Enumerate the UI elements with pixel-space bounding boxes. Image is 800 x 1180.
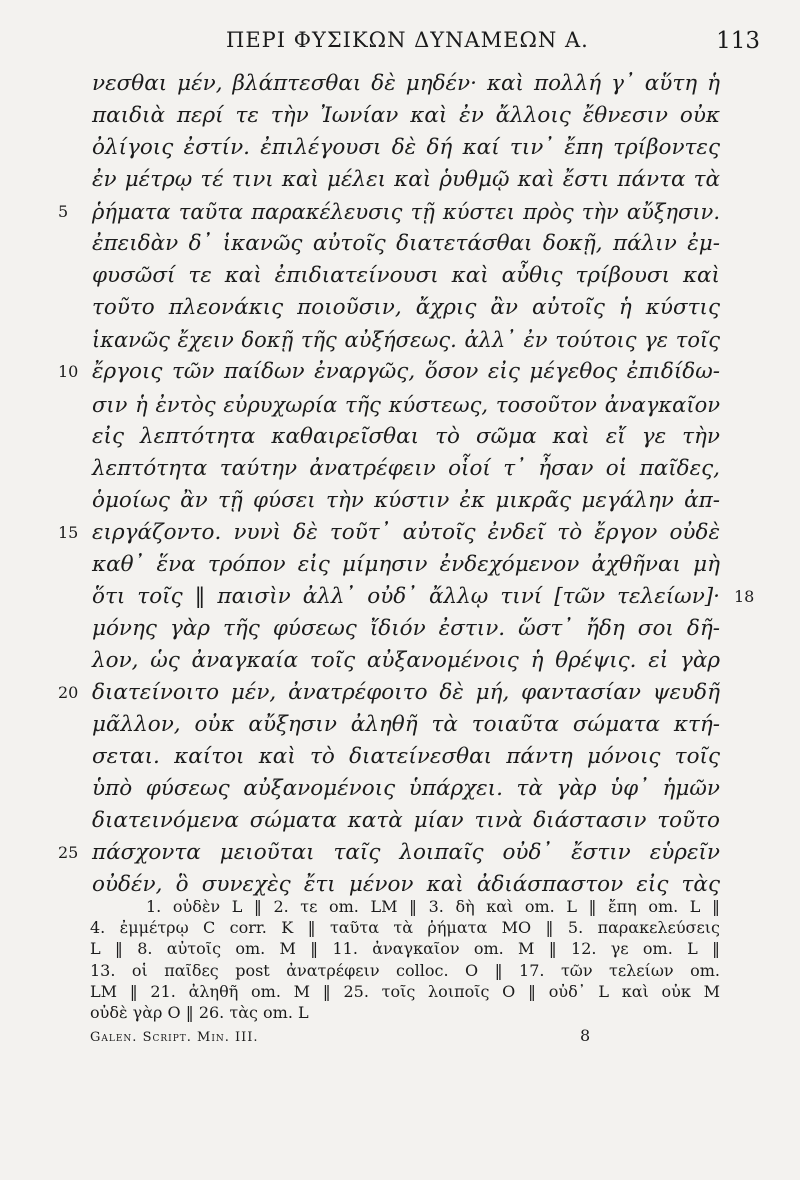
footnote-line: L ‖ 8. αὐτοῖς om. M ‖ 11. ἀναγκαῖον om. M ‖ 12. γε om. L ‖ <box>90 939 720 959</box>
footnote-line: 1. οὐδὲν L ‖ 2. τε om. LM ‖ 3. δὴ καὶ om. L ‖ ἔπη om. L ‖ <box>146 897 720 916</box>
line-text: μόνης γὰρ τῆς φύσεως ἴδιόν ἐστιν. ὥστ᾽ ἤδη σοι δῆ- <box>92 615 720 641</box>
line-text: διατείνοιτο μέν, ἀνατρέφοιτο δὲ μή, φαντασίαν ψευδῆ <box>92 679 720 705</box>
text-line <box>0 354 800 390</box>
running-title: ΠΕΡΙ ΦΥΣΙΚΩΝ ΔΥΝΑΜΕΩΝ Α. <box>226 28 589 52</box>
text-line <box>0 226 800 262</box>
text-line <box>0 194 800 230</box>
text-line <box>0 739 800 775</box>
line-text: μᾶλλον, οὐκ αὔξησιν ἀληθῆ τὰ τοιαῦτα σώματα κτή- <box>92 712 720 737</box>
line-text: πάσχοντα μειοῦται ταῖς λοιπαῖς οὐδ᾽ ἔστιν εὑρεῖν <box>92 840 720 866</box>
text-line <box>0 322 800 358</box>
footnote-line: 13. οἱ παῖδες post ἀνατρέφειν colloc. O ‖ 17. τῶν τελείων om. <box>90 960 720 980</box>
line-text: τοῦτο πλεονάκις ποιοῦσιν, ἄχρις ἂν αὐτοῖς ἡ κύστις <box>92 295 720 321</box>
text-line <box>0 451 800 487</box>
sheet-number: 8 <box>580 1026 591 1045</box>
line-number: 15 <box>58 522 79 542</box>
footnote-line: οὐδὲ γὰρ O ‖ 26. τὰς om. L <box>90 1003 309 1022</box>
line-text: νεσθαι μέν, βλάπτεσθαι δὲ μηδέν· καὶ πολλή γ᾽ αὕτη ἡ <box>92 71 720 96</box>
line-text: καθ᾽ ἕνα τρόπον εἰς μίμησιν ἐνδεχόμενον ἀχθῆναι μὴ <box>92 551 720 577</box>
text-line <box>0 419 800 455</box>
text-line <box>0 611 800 647</box>
line-number: 5 <box>58 202 69 222</box>
line-text: σιν ἡ ἐντὸς εὐρυχωρία τῆς κύστεως, τοσοῦτον ἀναγκαῖον <box>92 392 720 417</box>
page-footer <box>0 1026 800 1054</box>
line-text: ἱκανῶς ἔχειν δοκῇ τῆς αὐξήσεως. ἀλλ᾽ ἐν τούτοις γε τοῖς <box>92 328 720 353</box>
line-number: 25 <box>58 843 79 863</box>
text-line <box>0 66 800 102</box>
line-text: ειργάζοντο. νυνὶ δὲ τοῦτ᾽ αὐτοῖς ἐνδεῖ τὸ ἔργον οὐδὲ <box>92 519 720 545</box>
line-text: διατεινόμενα σώματα κατὰ μίαν τινὰ διάστασιν τοῦτο <box>92 808 720 834</box>
margin-reference: 18 <box>734 586 755 606</box>
line-text: φυσῶσί τε καὶ ἐπιδιατείνουσι καὶ αὖθις τρίβουσι καὶ <box>92 263 720 289</box>
line-text: ῥήματα ταῦτα παρακέλευσις τῇ κύστει πρὸς τὴν αὔξησιν. <box>92 200 720 225</box>
line-text: παιδιὰ περί τε τὴν Ἰωνίαν καὶ ἐν ἄλλοις ἔθνεσιν οὐκ <box>92 103 720 129</box>
line-text: ἔργοις τῶν παίδων ἐναργῶς, ὅσον εἰς μέγεθος ἐπιδίδω- <box>92 359 720 385</box>
text-line <box>0 483 800 519</box>
text-line <box>0 130 800 166</box>
line-text: ἐν μέτρῳ τέ τινι καὶ μέλει καὶ ῥυθμῷ καὶ ἔστι πάντα τὰ <box>92 167 720 193</box>
line-text: λεπτότητα ταύτην ἀνατρέφειν οἷοί τ᾽ ἦσαν οἱ παῖδες, <box>92 455 720 481</box>
text-line <box>0 707 800 743</box>
text-line <box>0 547 800 583</box>
text-line <box>0 515 800 551</box>
page-header <box>0 22 800 62</box>
line-number: 20 <box>58 682 79 702</box>
line-number: 10 <box>58 362 79 382</box>
line-text: ὀλίγοις ἐστίν. ἐπιλέγουσι δὲ δή καί τιν᾽ ἔπη τρίβοντες <box>92 135 720 161</box>
text-line <box>0 675 800 711</box>
text-line <box>0 643 800 679</box>
text-line <box>0 803 800 839</box>
text-line <box>0 290 800 326</box>
line-text: ὁμοίως ἂν τῇ φύσει τὴν κύστιν ἐκ μικρᾶς μεγάλην ἀπ- <box>92 487 720 513</box>
text-line <box>0 258 800 294</box>
footnote-line: LM ‖ 21. ἀληθῆ om. M ‖ 25. τοῖς λοιποῖς O ‖ οὐδ᾽ L καὶ οὐκ M <box>90 981 720 1001</box>
line-text: οὐδέν, ὃ συνεχὲς ἔτι μένον καὶ ἀδιάσπαστον εἰς τὰς <box>92 872 720 898</box>
page-number: 113 <box>716 28 760 54</box>
text-line <box>0 98 800 134</box>
line-text: ἐπειδὰν δ᾽ ἱκανῶς αὐτοῖς διατετάσθαι δοκῇ, πάλιν ἐμ- <box>92 231 720 257</box>
line-text: εἰς λεπτότητα καθαιρεῖσθαι τὸ σῶμα καὶ εἴ γε τὴν <box>92 423 720 449</box>
text-line <box>0 835 800 871</box>
line-text: σεται. καίτοι καὶ τὸ διατείνεσθαι πάντη μόνοις τοῖς <box>92 744 720 770</box>
line-text: ὑπὸ φύσεως αὐξανομένοις ὑπάρχει. τὰ γὰρ ὑφ᾽ ἡμῶν <box>92 776 720 802</box>
text-line <box>0 387 800 423</box>
text-line <box>0 771 800 807</box>
printer-signature: Galen. Script. Min. III. <box>90 1030 259 1045</box>
text-line <box>0 579 800 615</box>
text-line <box>0 162 800 198</box>
footnote-line: 4. ἐμμέτρῳ C corr. K ‖ ταῦτα τὰ ῥήματα MO ‖ 5. παρακελεύσεις <box>90 918 720 938</box>
line-text: λον, ὡς ἀναγκαία τοῖς αὐξανομένοις ἡ θρέψις. εἰ γὰρ <box>92 647 720 673</box>
line-text: ὅτι τοῖς ‖ παισὶν ἀλλ᾽ οὐδ᾽ ἄλλῳ τινί [τῶν τελείων]· <box>92 583 720 609</box>
